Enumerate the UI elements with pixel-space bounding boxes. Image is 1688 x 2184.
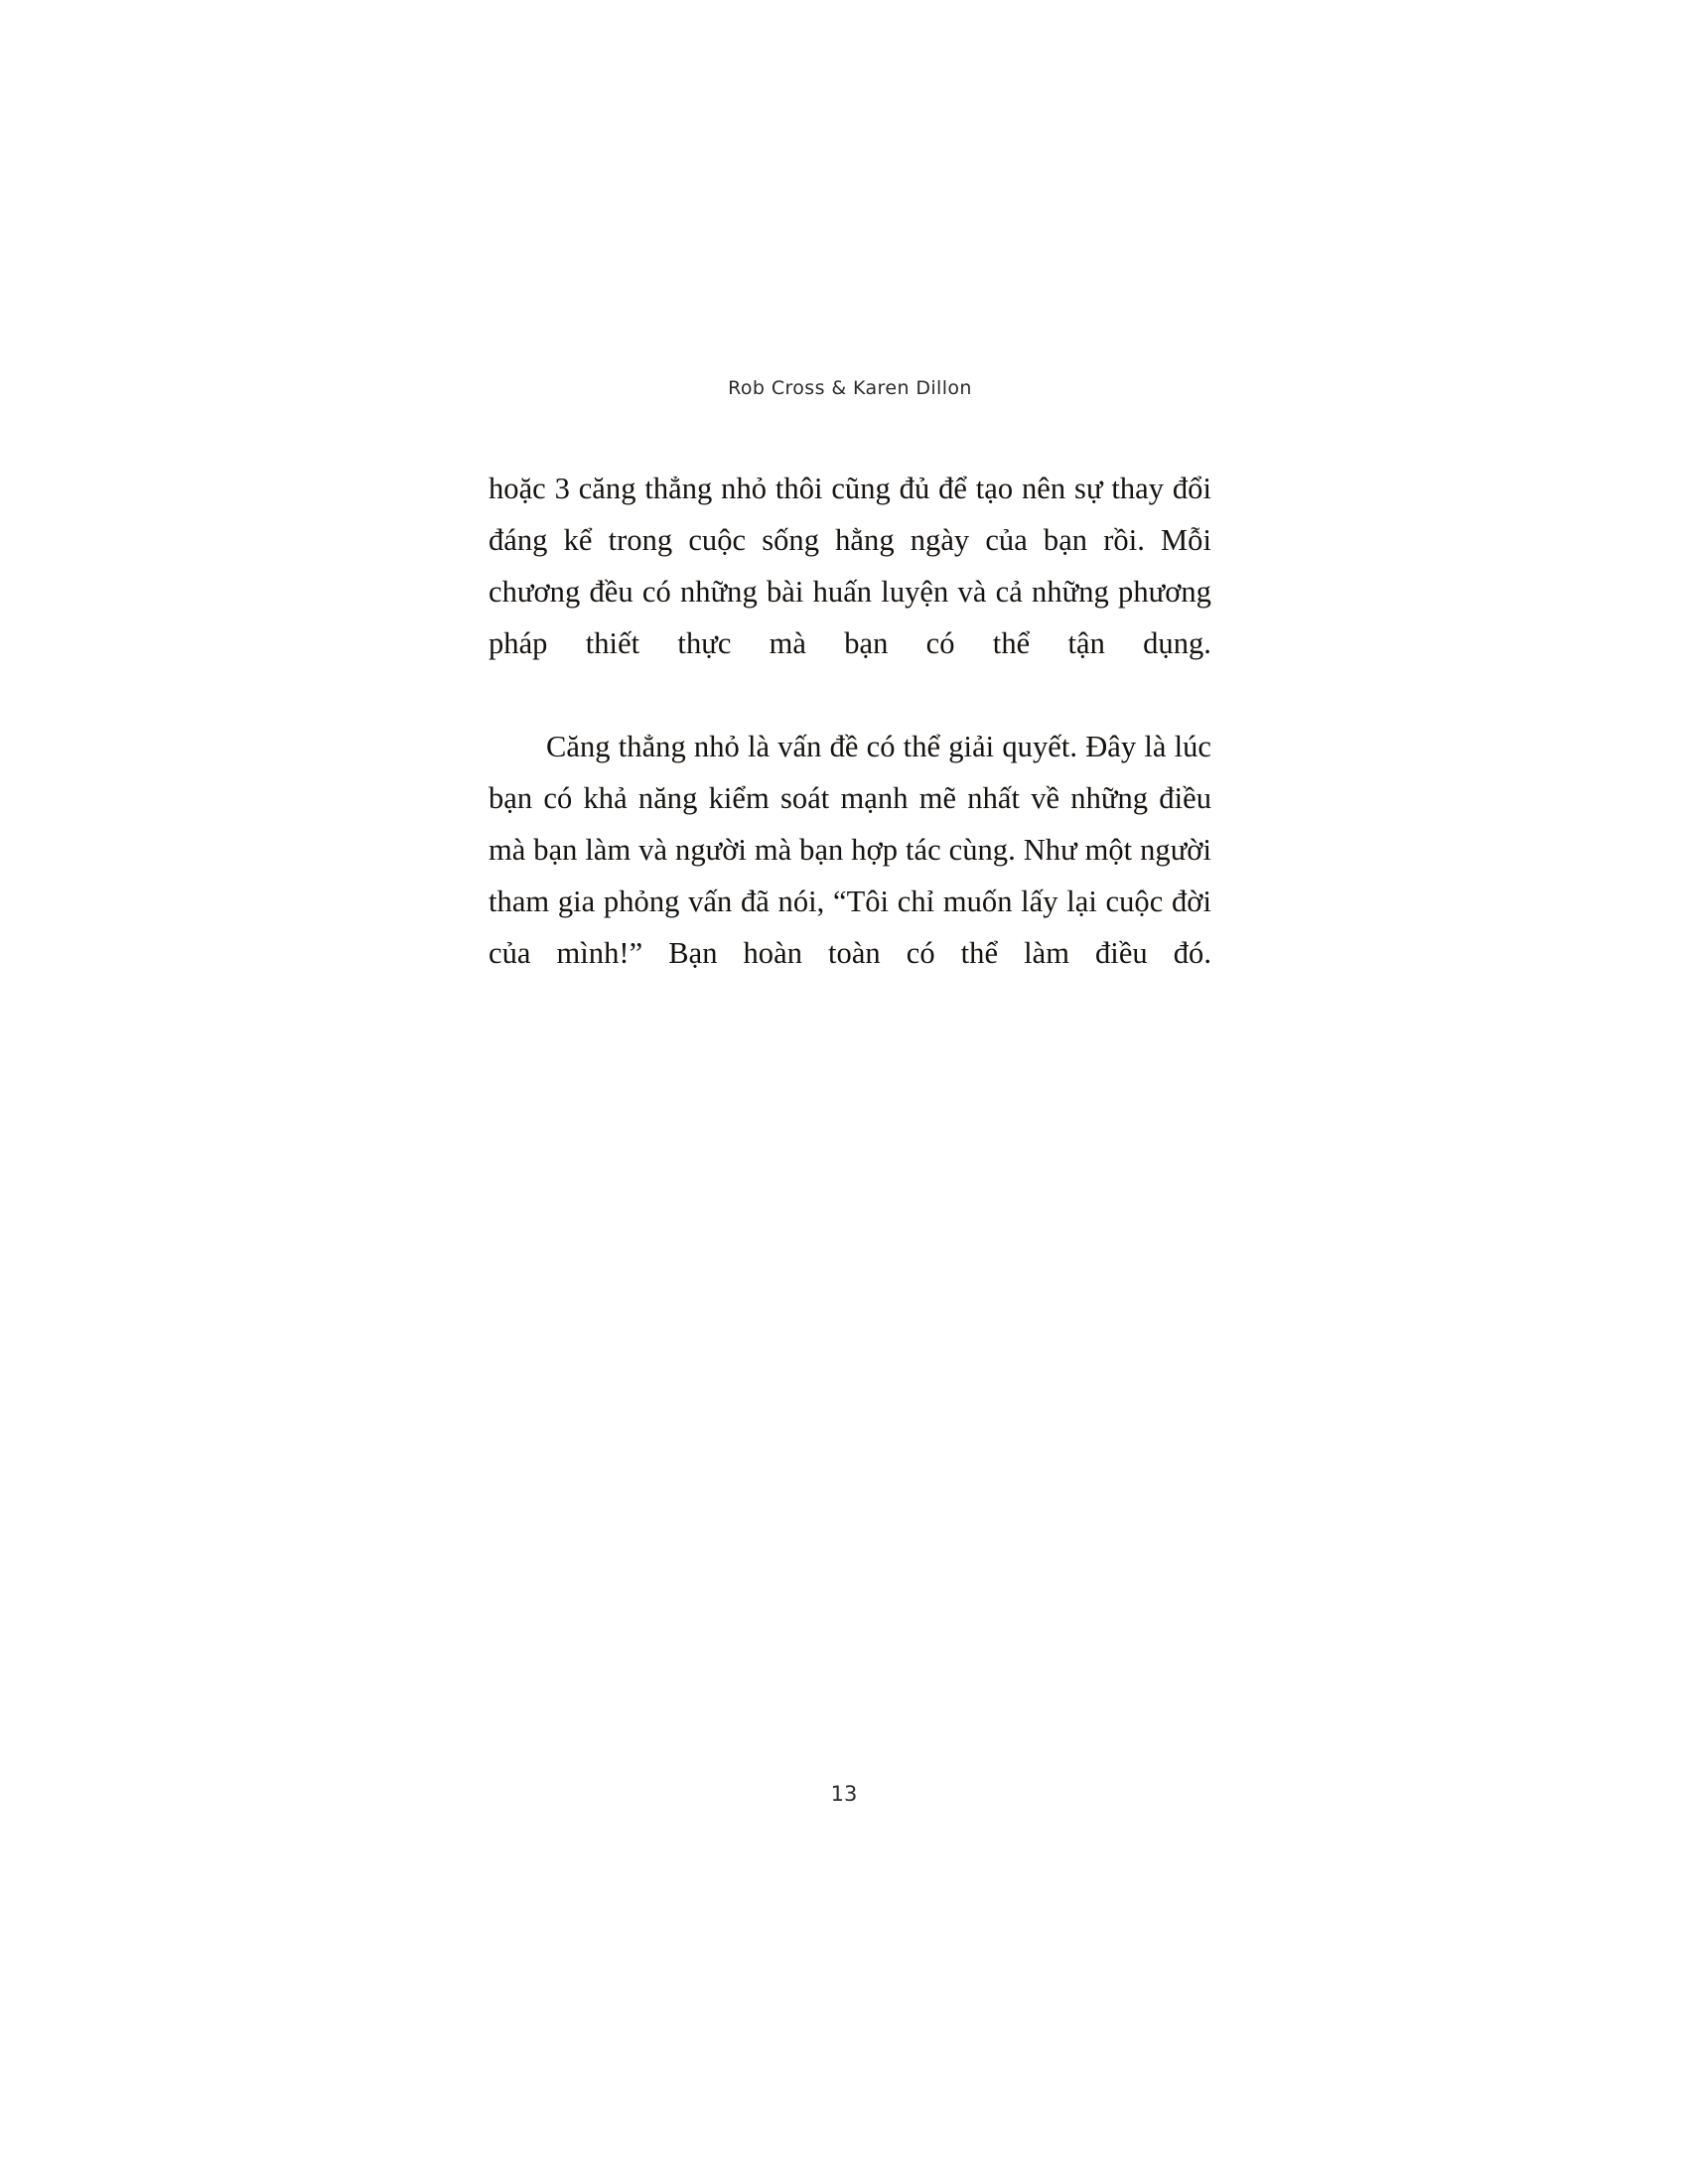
page-number: 13 <box>830 1782 858 1806</box>
running-head: Rob Cross & Karen Dillon <box>728 377 972 399</box>
paragraph-2: Căng thẳng nhỏ là vấn đề có thể giải quyết. Đây là lúc bạn có khả năng kiểm soát mạnh mẽ nhất về những điều mà bạn làm và người mà bạn hợp tác cùng. Như một người tham gia phỏng vấn đã nói, “Tôi chỉ muốn lấy lại cuộc đời của mình!” Bạn hoàn toàn có thể làm điều đó. <box>489 730 1211 970</box>
text-column <box>489 377 1211 1030</box>
paragraph-1: hoặc 3 căng thẳng nhỏ thôi cũng đủ để tạo nên sự thay đổi đáng kể trong cuộc sống hằng ngày của bạn rồi. Mỗi chương đều có những bài huấn luyện và cả những phương pháp thiết thực mà bạn có thể tận dụng. <box>489 472 1211 660</box>
